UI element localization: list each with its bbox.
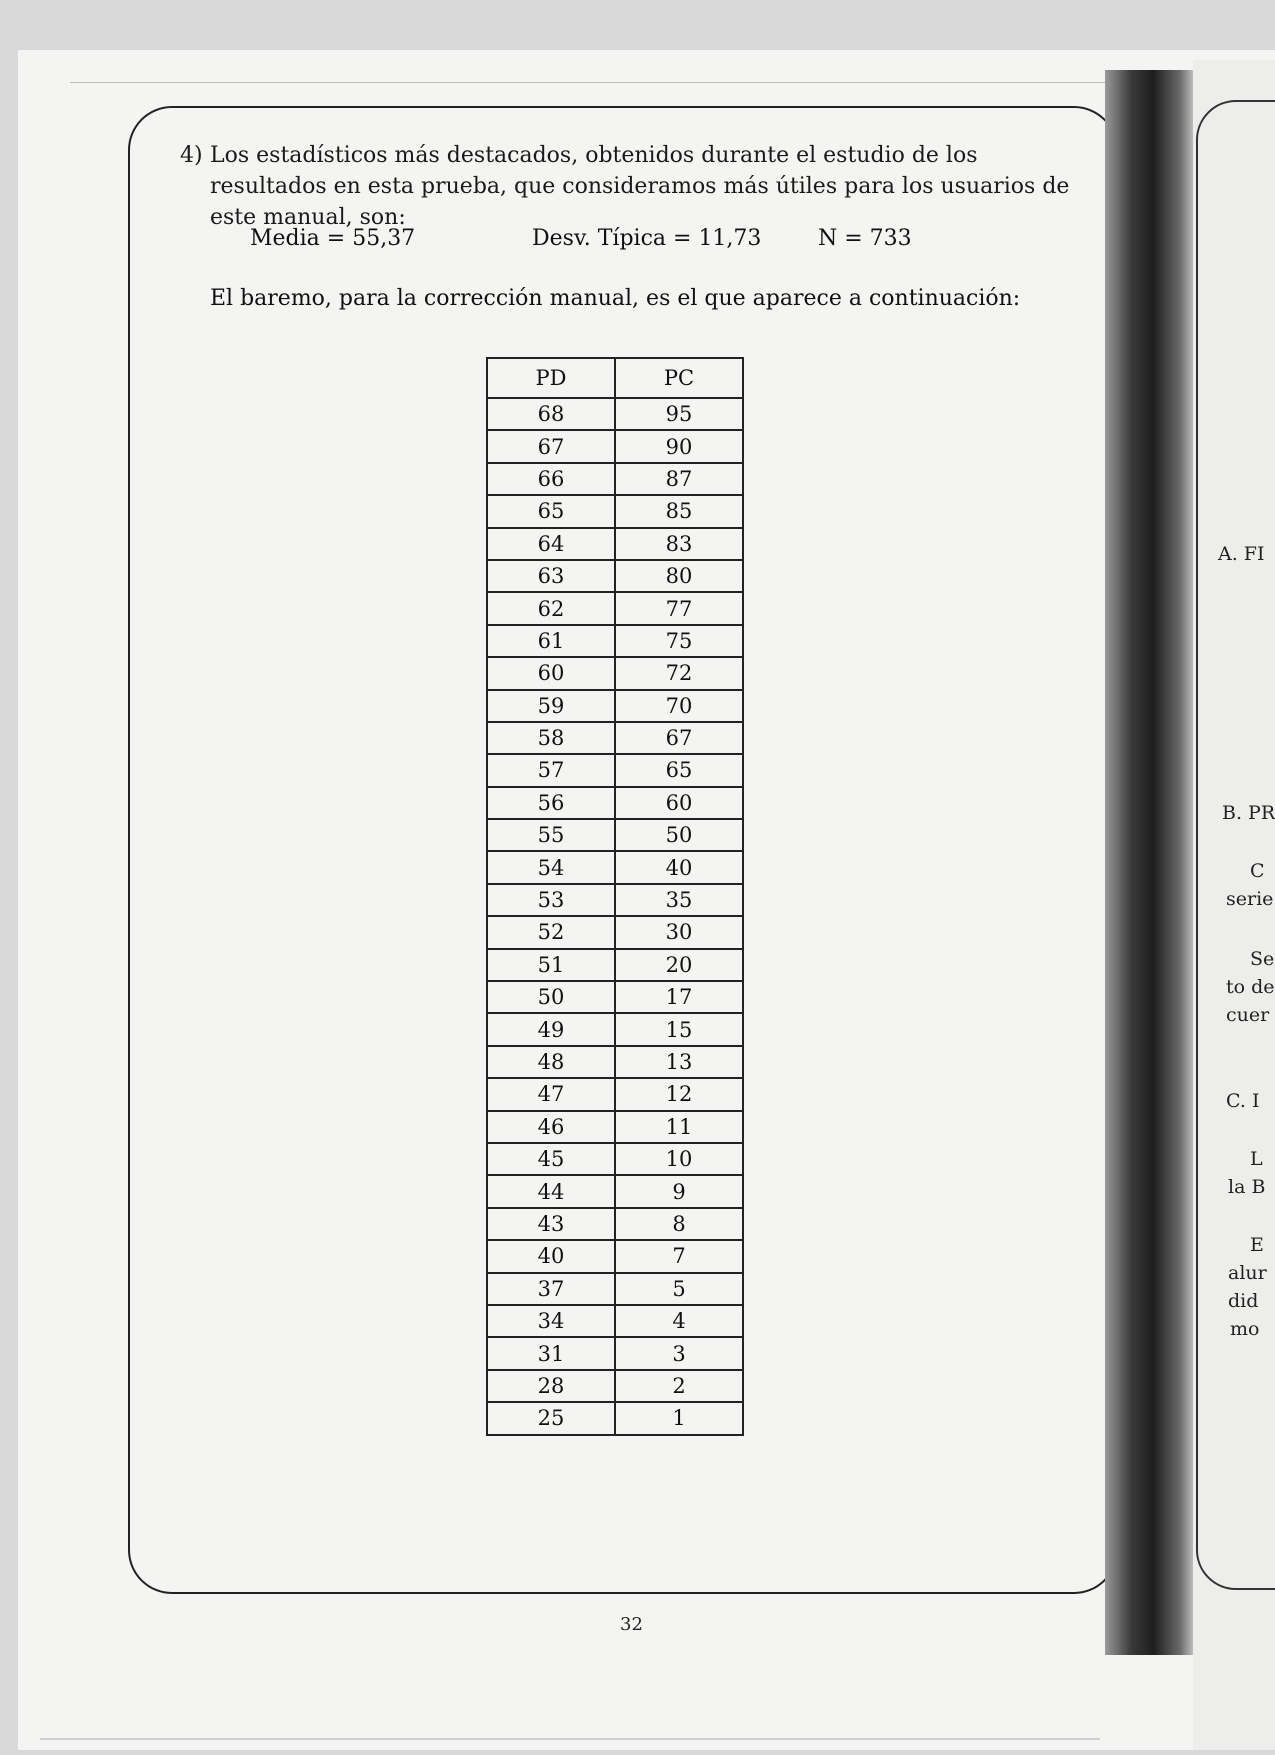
question-block <box>180 140 1100 233</box>
cell-pd: 68 <box>487 398 615 430</box>
table-row <box>487 1370 743 1402</box>
header-pd: PD <box>487 358 615 398</box>
cell-pc: 1 <box>615 1402 743 1434</box>
cell-pc: 20 <box>615 949 743 981</box>
cell-pd: 34 <box>487 1305 615 1337</box>
right-fragment: serie <box>1226 888 1274 910</box>
cell-pd: 48 <box>487 1046 615 1078</box>
table-row <box>487 690 743 722</box>
table-row <box>487 949 743 981</box>
cell-pc: 87 <box>615 463 743 495</box>
stat-n: N = 733 <box>818 226 912 251</box>
table-row <box>487 1046 743 1078</box>
table-row <box>487 884 743 916</box>
bottom-rule <box>40 1738 1100 1740</box>
cell-pd: 61 <box>487 625 615 657</box>
cell-pd: 49 <box>487 1013 615 1045</box>
cell-pd: 50 <box>487 981 615 1013</box>
table-row <box>487 1240 743 1272</box>
table-row <box>487 754 743 786</box>
question-number: 4) <box>180 143 203 168</box>
cell-pc: 3 <box>615 1337 743 1369</box>
cell-pd: 52 <box>487 916 615 948</box>
cell-pc: 50 <box>615 819 743 851</box>
table-row <box>487 1013 743 1045</box>
cell-pc: 7 <box>615 1240 743 1272</box>
cell-pc: 95 <box>615 398 743 430</box>
stat-mean: Media = 55,37 <box>250 226 416 251</box>
cell-pc: 83 <box>615 528 743 560</box>
cell-pc: 75 <box>615 625 743 657</box>
right-fragment: A. FI <box>1218 543 1265 565</box>
cell-pd: 40 <box>487 1240 615 1272</box>
baremo-table <box>486 357 744 1436</box>
cell-pc: 90 <box>615 430 743 462</box>
header-pc: PC <box>615 358 743 398</box>
right-fragment: Se <box>1250 948 1275 970</box>
table-row <box>487 495 743 527</box>
cell-pc: 9 <box>615 1175 743 1207</box>
right-fragment: E <box>1250 1234 1264 1256</box>
cell-pc: 40 <box>615 851 743 883</box>
cell-pc: 10 <box>615 1143 743 1175</box>
right-fragment: alur <box>1228 1262 1267 1284</box>
cell-pd: 25 <box>487 1402 615 1434</box>
table-row <box>487 819 743 851</box>
right-fragment: la B <box>1228 1176 1266 1198</box>
table-row <box>487 1111 743 1143</box>
cell-pc: 85 <box>615 495 743 527</box>
cell-pd: 51 <box>487 949 615 981</box>
cell-pd: 58 <box>487 722 615 754</box>
stat-std-dev: Desv. Típica = 11,73 <box>532 226 762 251</box>
cell-pc: 11 <box>615 1111 743 1143</box>
cell-pc: 30 <box>615 916 743 948</box>
page-number: 32 <box>620 1614 643 1635</box>
cell-pc: 60 <box>615 787 743 819</box>
table-row <box>487 1337 743 1369</box>
cell-pd: 43 <box>487 1208 615 1240</box>
cell-pd: 59 <box>487 690 615 722</box>
cell-pc: 65 <box>615 754 743 786</box>
table-row <box>487 787 743 819</box>
cell-pd: 44 <box>487 1175 615 1207</box>
table-row <box>487 1208 743 1240</box>
cell-pc: 12 <box>615 1078 743 1110</box>
cell-pd: 54 <box>487 851 615 883</box>
table-row <box>487 657 743 689</box>
cell-pc: 70 <box>615 690 743 722</box>
cell-pd: 60 <box>487 657 615 689</box>
table-row <box>487 528 743 560</box>
cell-pd: 45 <box>487 1143 615 1175</box>
table-row <box>487 851 743 883</box>
table-row <box>487 463 743 495</box>
cell-pc: 80 <box>615 560 743 592</box>
cell-pd: 65 <box>487 495 615 527</box>
table-row <box>487 722 743 754</box>
cell-pd: 37 <box>487 1273 615 1305</box>
right-fragment: did <box>1228 1290 1259 1312</box>
intro-text: El baremo, para la corrección manual, es el que aparece a continuación: <box>210 286 1021 311</box>
table-row <box>487 1402 743 1434</box>
table-row <box>487 592 743 624</box>
cell-pc: 72 <box>615 657 743 689</box>
cell-pd: 67 <box>487 430 615 462</box>
cell-pd: 66 <box>487 463 615 495</box>
cell-pd: 53 <box>487 884 615 916</box>
cell-pd: 47 <box>487 1078 615 1110</box>
table-row <box>487 560 743 592</box>
question-text: Los estadísticos más destacados, obtenidos durante el estudio de los resultados en esta prueba, que consideramos más útiles para los usuarios de este manual, son: <box>210 143 1070 230</box>
right-fragment: mo <box>1230 1318 1260 1340</box>
cell-pc: 5 <box>615 1273 743 1305</box>
cell-pd: 62 <box>487 592 615 624</box>
cell-pd: 55 <box>487 819 615 851</box>
cell-pc: 13 <box>615 1046 743 1078</box>
table-row <box>487 398 743 430</box>
table-row <box>487 1078 743 1110</box>
table-row <box>487 1143 743 1175</box>
book-spine-shadow <box>1105 70 1193 1655</box>
cell-pd: 57 <box>487 754 615 786</box>
cell-pd: 31 <box>487 1337 615 1369</box>
right-fragment: L <box>1250 1148 1263 1170</box>
table-row <box>487 1273 743 1305</box>
cell-pc: 2 <box>615 1370 743 1402</box>
right-fragment: cuer <box>1226 1004 1270 1026</box>
right-fragment: B. PR <box>1222 802 1275 824</box>
cell-pd: 28 <box>487 1370 615 1402</box>
cell-pd: 64 <box>487 528 615 560</box>
table-row <box>487 981 743 1013</box>
cell-pc: 17 <box>615 981 743 1013</box>
right-page-frame <box>1196 100 1275 1590</box>
table-row <box>487 1305 743 1337</box>
top-rule <box>70 82 1120 83</box>
cell-pd: 46 <box>487 1111 615 1143</box>
table-header-row <box>487 358 743 398</box>
cell-pc: 77 <box>615 592 743 624</box>
right-fragment: C. I <box>1226 1090 1260 1112</box>
table-row <box>487 430 743 462</box>
table-row <box>487 1175 743 1207</box>
cell-pd: 56 <box>487 787 615 819</box>
table-row <box>487 916 743 948</box>
cell-pc: 15 <box>615 1013 743 1045</box>
right-fragment: C <box>1250 860 1265 882</box>
cell-pc: 4 <box>615 1305 743 1337</box>
cell-pd: 63 <box>487 560 615 592</box>
table-row <box>487 625 743 657</box>
cell-pc: 35 <box>615 884 743 916</box>
right-fragment: to de <box>1226 976 1275 998</box>
cell-pc: 67 <box>615 722 743 754</box>
cell-pc: 8 <box>615 1208 743 1240</box>
